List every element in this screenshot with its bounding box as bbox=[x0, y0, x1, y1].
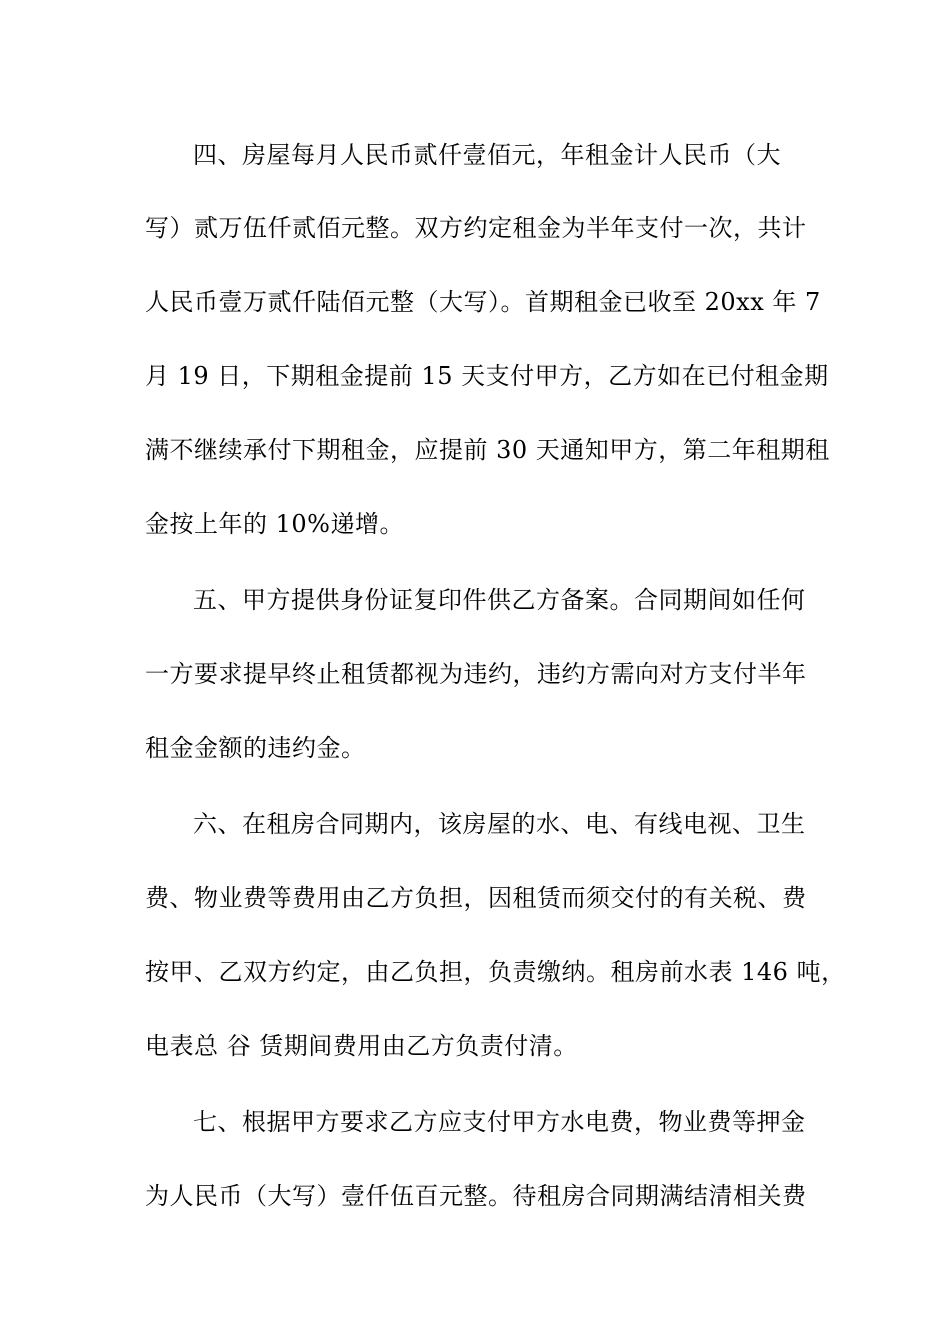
paragraph-6-line-1: 六、在租房合同期内，该房屋的水、电、有线电视、卫生 bbox=[193, 810, 806, 838]
paragraph-6-line-3: 按甲、乙双方约定，由乙负担，负责缴纳。租房前水表 146 吨， bbox=[145, 958, 846, 986]
paragraph-4-line-1: 四、房屋每月人民币贰仟壹佰元，年租金计人民币（大 bbox=[193, 141, 781, 169]
paragraph-4-line-2: 写）贰万伍仟贰佰元整。双方约定租金为半年支付一次，共计 bbox=[145, 214, 807, 242]
paragraph-4-line-4: 月 19 日，下期租金提前 15 天支付甲方，乙方如在已付租金期 bbox=[145, 362, 829, 390]
paragraph-7-line-1: 七、根据甲方要求乙方应支付甲方水电费，物业费等押金 bbox=[193, 1108, 806, 1136]
paragraph-4-line-3: 人民币壹万贰仟陆佰元整（大写）。首期租金已收至 20xx 年 7 bbox=[145, 288, 821, 316]
paragraph-4-line-6: 金按上年的 10%递增。 bbox=[145, 510, 404, 538]
paragraph-5-line-1: 五、甲方提供身份证复印件供乙方备案。合同期间如任何 bbox=[193, 586, 806, 614]
paragraph-7-line-2: 为人民币（大写）壹仟伍百元整。待租房合同期满结清相关费 bbox=[145, 1182, 807, 1210]
paragraph-6-line-4: 电表总 谷 赁期间费用由乙方负责付清。 bbox=[145, 1032, 578, 1060]
paragraph-6-line-2: 费、物业费等费用由乙方负担，因租赁而须交付的有关税、费 bbox=[145, 884, 807, 912]
paragraph-4-line-5: 满不继续承付下期租金，应提前 30 天通知甲方，第二年租期租 bbox=[145, 436, 830, 464]
paragraph-5-line-3: 租金金额的违约金。 bbox=[145, 734, 366, 762]
paragraph-5-line-2: 一方要求提早终止租赁都视为违约，违约方需向对方支付半年 bbox=[145, 660, 807, 688]
